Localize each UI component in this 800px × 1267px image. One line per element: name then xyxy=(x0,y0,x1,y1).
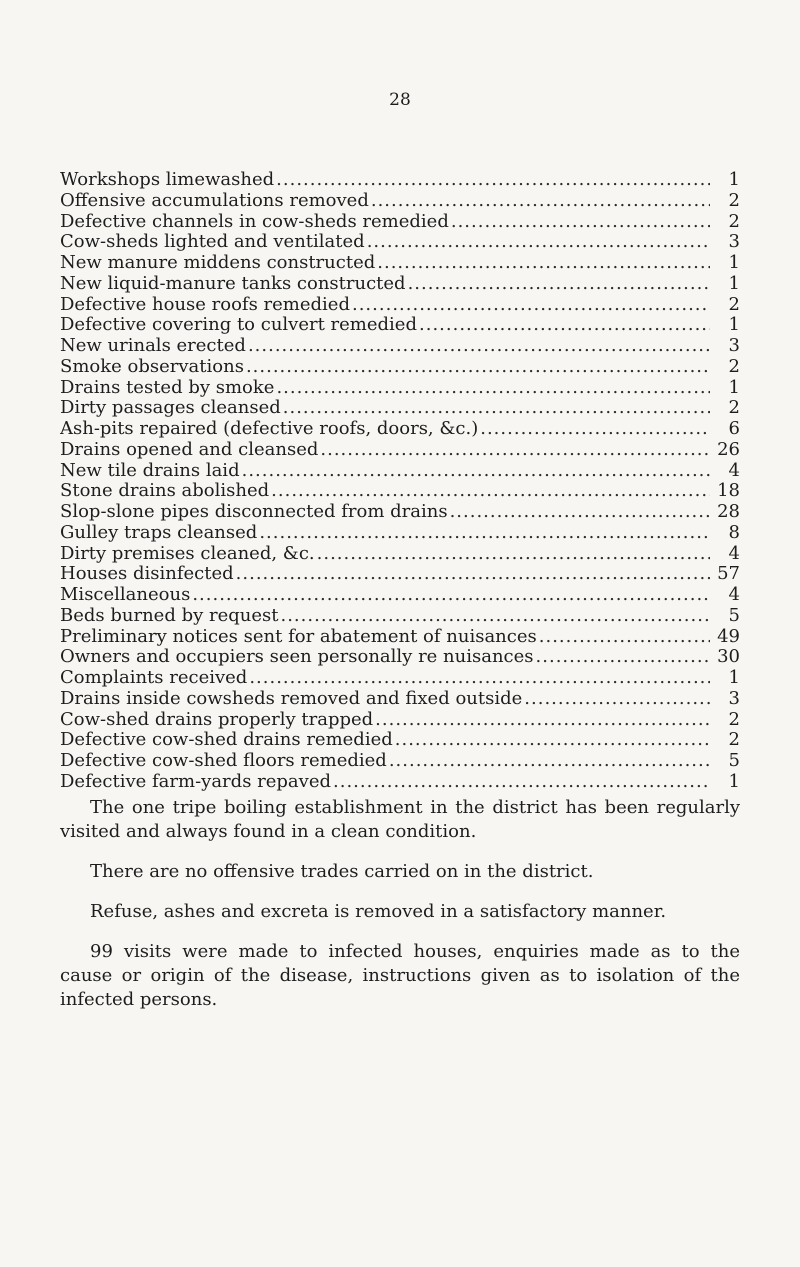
activity-count: 4 xyxy=(728,585,740,605)
dot-leader xyxy=(367,232,710,253)
dot-leader xyxy=(276,378,710,399)
activity-count: 2 xyxy=(728,356,740,377)
dot-leader xyxy=(248,336,710,357)
activity-label: New tile drains laid xyxy=(60,460,240,481)
table-row xyxy=(60,710,740,731)
activity-label: Drains opened and cleansed xyxy=(60,439,319,460)
activity-label: Defective farm-yards repaved xyxy=(60,771,332,792)
dot-leader xyxy=(451,212,710,233)
nuisance-work-table xyxy=(60,170,740,793)
activity-label: Preliminary notices sent for abatement of nuisances xyxy=(60,626,537,647)
activity-count: 30 xyxy=(717,647,740,668)
dot-leader xyxy=(375,710,710,731)
dot-leader xyxy=(408,274,710,295)
activity-count: 49 xyxy=(717,626,740,647)
activity-count: 4 xyxy=(728,543,740,564)
page-number: 28 xyxy=(389,90,411,110)
activity-label: Gulley traps cleansed xyxy=(60,522,258,543)
dot-leader xyxy=(395,730,710,751)
dot-leader xyxy=(377,253,710,274)
activity-label: Miscellaneous xyxy=(60,585,191,605)
activity-label: Defective channels in cow-sheds remedied xyxy=(60,211,449,232)
table-row xyxy=(60,378,740,399)
table-row xyxy=(60,772,740,793)
dot-leader xyxy=(450,502,710,523)
activity-label: Defective covering to culvert remedied xyxy=(60,315,417,336)
table-row xyxy=(60,564,740,585)
activity-label: Defective house roofs remedied xyxy=(60,294,350,315)
table-row xyxy=(60,315,740,336)
activity-label: Defective cow-shed floors remedied xyxy=(60,751,387,771)
dot-leader xyxy=(371,191,710,212)
report-paragraph: The one tripe boiling establishment in the district has been regularly visited and always found in a clean condition. xyxy=(60,797,740,842)
activity-count: 2 xyxy=(728,190,740,211)
activity-count: 5 xyxy=(728,605,740,626)
activity-count: 28 xyxy=(717,502,740,522)
table-row xyxy=(60,585,740,606)
table-row xyxy=(60,481,740,502)
table-row xyxy=(60,440,740,461)
activity-label: Dirty premises cleaned, &c. xyxy=(60,543,315,564)
activity-count: 1 xyxy=(728,170,740,190)
table-row xyxy=(60,274,740,295)
table-row xyxy=(60,523,740,544)
activity-label: Drains inside cowsheds removed and fixed outside xyxy=(60,688,523,709)
table-row xyxy=(60,336,740,357)
dot-leader xyxy=(480,419,710,440)
dot-leader xyxy=(246,357,710,378)
dot-leader xyxy=(242,461,710,482)
table-row xyxy=(60,253,740,274)
report-paragraphs xyxy=(60,796,740,1028)
activity-count: 1 xyxy=(728,668,740,688)
table-row xyxy=(60,357,740,378)
activity-label: Smoke observations xyxy=(60,356,244,377)
dot-leader xyxy=(333,772,710,793)
activity-count: 3 xyxy=(728,688,740,709)
dot-leader xyxy=(259,523,710,544)
table-row xyxy=(60,502,740,523)
activity-count: 1 xyxy=(728,273,740,294)
activity-count: 3 xyxy=(728,336,740,356)
table-row xyxy=(60,730,740,751)
activity-label: Cow-shed drains properly trapped xyxy=(60,709,374,730)
dot-leader xyxy=(283,398,710,419)
activity-count: 6 xyxy=(728,419,740,439)
activity-count: 2 xyxy=(728,294,740,315)
table-row xyxy=(60,751,740,772)
table-row xyxy=(60,461,740,482)
activity-count: 1 xyxy=(728,253,740,273)
activity-count: 2 xyxy=(728,709,740,730)
activity-count: 4 xyxy=(728,460,740,481)
activity-count: 1 xyxy=(728,377,740,398)
table-row xyxy=(60,419,740,440)
activity-label: Workshops limewashed xyxy=(60,170,275,190)
dot-leader xyxy=(192,585,710,606)
dot-leader xyxy=(249,668,710,689)
activity-label: Dirty passages cleansed xyxy=(60,398,281,419)
dot-leader xyxy=(271,481,710,502)
activity-label: Offensive accumulations removed xyxy=(60,190,369,211)
table-row xyxy=(60,606,740,627)
activity-count: 1 xyxy=(728,771,740,792)
activity-count: 5 xyxy=(728,751,740,771)
table-row xyxy=(60,398,740,419)
table-row xyxy=(60,212,740,233)
table-row xyxy=(60,170,740,191)
activity-count: 57 xyxy=(717,564,740,585)
activity-label: Drains tested by smoke xyxy=(60,377,275,398)
activity-label: Beds burned by request xyxy=(60,605,279,626)
activity-label: Ash-pits repaired (defective roofs, doors, &c.) xyxy=(60,419,479,439)
dot-leader xyxy=(320,440,710,461)
dot-leader xyxy=(536,647,710,668)
table-row xyxy=(60,544,740,565)
activity-count: 3 xyxy=(728,232,740,253)
dot-leader xyxy=(236,564,710,585)
activity-label: Complaints received xyxy=(60,668,248,688)
activity-label: New manure middens constructed xyxy=(60,253,376,273)
activity-count: 2 xyxy=(728,211,740,232)
table-row xyxy=(60,627,740,648)
activity-label: New liquid-manure tanks constructed xyxy=(60,273,406,294)
report-paragraph: 99 visits were made to infected houses, enquiries made as to the cause or origin of the disease, instructions given as to isolation of the infected persons. xyxy=(60,941,740,1010)
activity-count: 1 xyxy=(728,315,740,336)
report-paragraph: Refuse, ashes and excreta is removed in a satisfactory manner. xyxy=(90,901,667,922)
activity-label: Stone drains abolished xyxy=(60,481,270,502)
activity-label: New urinals erected xyxy=(60,336,246,356)
dot-leader xyxy=(317,544,710,565)
dot-leader xyxy=(524,689,710,710)
dot-leader xyxy=(352,295,710,316)
activity-label: Owners and occupiers seen personally re nuisances xyxy=(60,647,534,668)
activity-label: Houses disinfected xyxy=(60,564,234,585)
table-row xyxy=(60,689,740,710)
activity-count: 26 xyxy=(717,439,740,460)
dot-leader xyxy=(419,315,710,336)
table-row xyxy=(60,668,740,689)
activity-count: 18 xyxy=(717,481,740,502)
dot-leader xyxy=(280,606,710,627)
activity-count: 8 xyxy=(728,522,740,543)
table-row xyxy=(60,191,740,212)
activity-count: 2 xyxy=(728,730,740,751)
activity-label: Cow-sheds lighted and ventilated xyxy=(60,232,365,253)
dot-leader xyxy=(539,627,710,648)
dot-leader xyxy=(276,170,710,191)
table-row xyxy=(60,232,740,253)
report-paragraph: There are no offensive trades carried on in the district. xyxy=(90,861,594,882)
table-row xyxy=(60,295,740,316)
table-row xyxy=(60,647,740,668)
activity-count: 2 xyxy=(728,398,740,419)
dot-leader xyxy=(389,751,710,772)
activity-label: Slop-slone pipes disconnected from drains xyxy=(60,502,448,522)
activity-label: Defective cow-shed drains remedied xyxy=(60,730,393,751)
